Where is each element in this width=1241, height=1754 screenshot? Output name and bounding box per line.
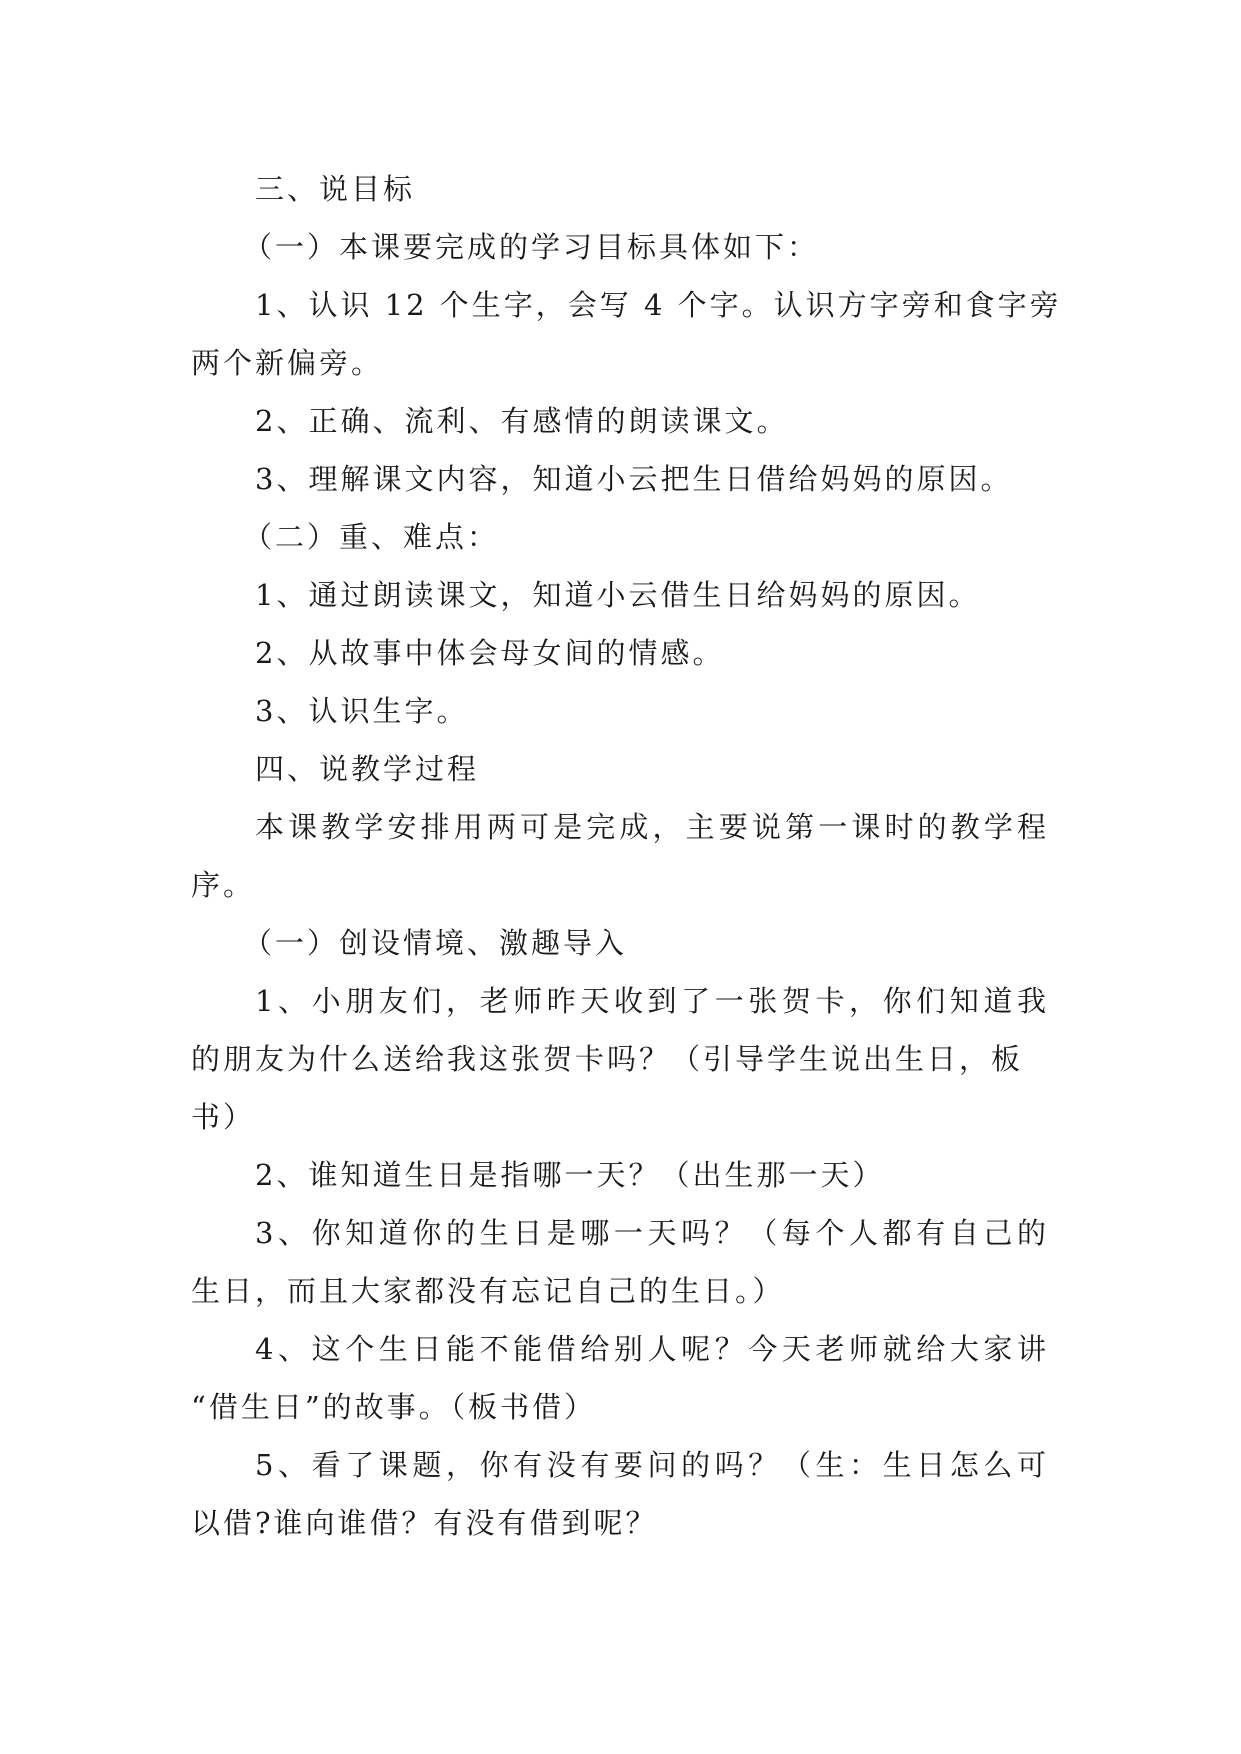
subheading-key-points: （二）重、难点：	[243, 520, 500, 554]
step-1-continued-2: 书）	[191, 1100, 256, 1134]
process-intro: 本课教学安排用两可是完成，主要说第一课时的教学程	[255, 810, 1049, 844]
subheading-learning-goals: （一）本课要完成的学习目标具体如下：	[243, 230, 820, 264]
step-1-continued: 的朋友为什么送给我这张贺卡吗？（引导学生说出生日，板	[191, 1042, 1024, 1076]
step-5: 5、看了课题，你有没有要问的吗？（生：生日怎么可	[255, 1448, 1049, 1482]
step-1: 1、小朋友们，老师昨天收到了一张贺卡，你们知道我	[255, 984, 1049, 1018]
step-3-continued: 生日，而且大家都没有忘记自己的生日。）	[191, 1274, 785, 1308]
key-point-3: 3、认识生字。	[255, 694, 469, 728]
key-point-1: 1、通过朗读课文，知道小云借生日给妈妈的原因。	[255, 578, 981, 612]
goal-item-3: 3、理解课文内容，知道小云把生日借给妈妈的原因。	[255, 462, 1013, 496]
process-intro-continued: 序。	[191, 868, 256, 902]
key-point-2: 2、从故事中体会母女间的情感。	[255, 636, 725, 670]
heading-objectives: 三、说目标	[255, 172, 416, 206]
step-4: 4、这个生日能不能借给别人呢？今天老师就给大家讲	[255, 1332, 1049, 1366]
step-4-continued: “借生日”的故事。（板书借）	[191, 1390, 597, 1424]
document-body	[191, 160, 1062, 1552]
step-5-continued: 以借?谁向谁借？有没有借到呢？	[191, 1506, 658, 1540]
goal-item-1-continued: 两个新偏旁。	[191, 346, 384, 380]
goal-item-2: 2、正确、流利、有感情的朗读课文。	[255, 404, 789, 438]
step-3: 3、你知道你的生日是哪一天吗？（每个人都有自己的	[255, 1216, 1049, 1250]
heading-teaching-process: 四、说教学过程	[255, 752, 480, 786]
subheading-scenario: （一）创设情境、激趣导入	[243, 926, 628, 960]
step-2: 2、谁知道生日是指哪一天？（出生那一天）	[255, 1158, 885, 1192]
goal-item-1: 1、认识 12 个生字，会写 4 个字。认识方字旁和食字旁	[255, 288, 1062, 322]
